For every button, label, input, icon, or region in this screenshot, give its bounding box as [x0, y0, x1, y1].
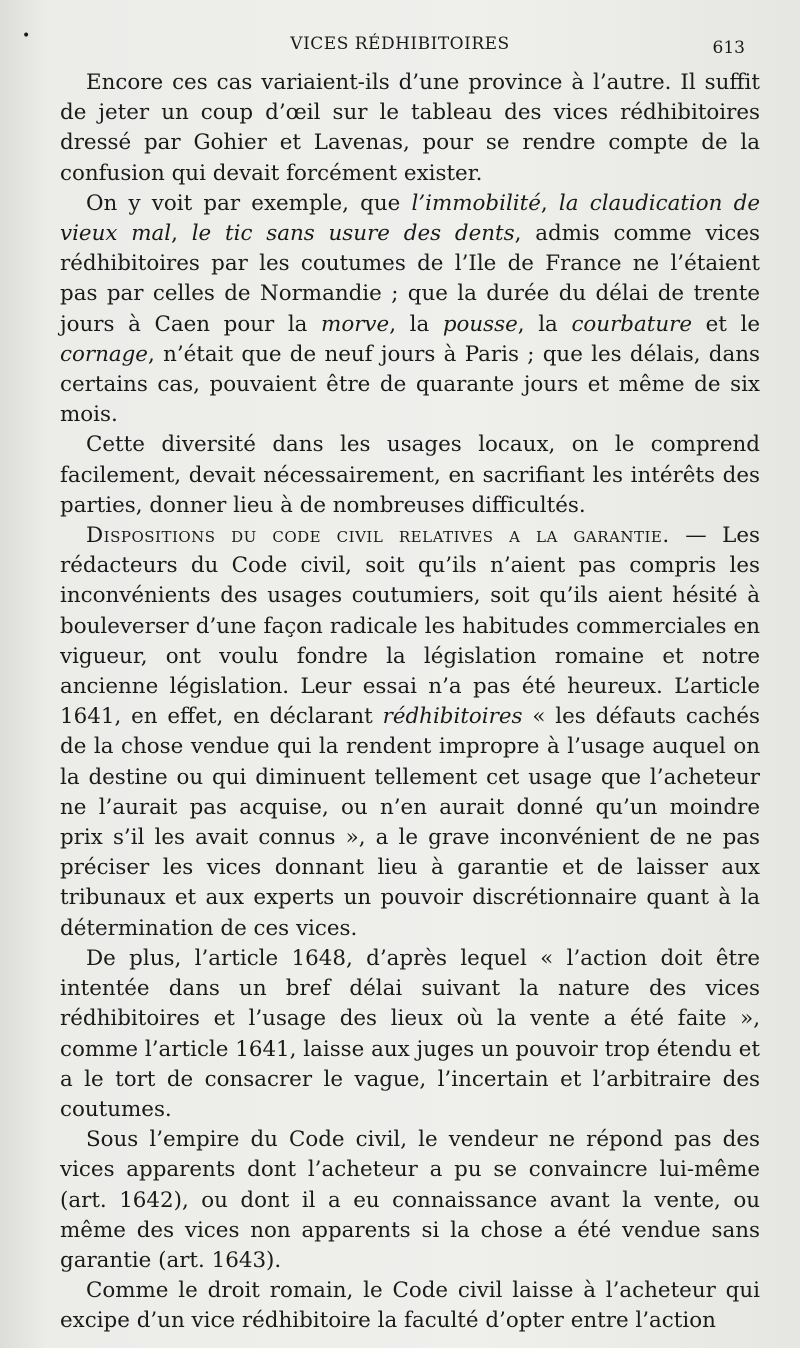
running-head: VICES RÉDHIBITOIRES: [290, 34, 510, 54]
italic-term: la claudication de vieux mal: [60, 190, 760, 247]
paragraph-5: De plus, l’article 1648, d’après lequel « l’action doit être intentée dans un bref délai suivant la nature des vices rédhibitoires et l’usage des lieux où la vente a été faite », comme l’article 1641, laisse aux juges un pouvoir trop étendu et a le tort de consacrer le vague, l’incertain et l’arbitraire des coutumes.: [60, 945, 760, 1122]
text-run: ,: [171, 221, 192, 247]
text-run: et le: [692, 311, 761, 337]
paragraph-4: [60, 521, 760, 944]
page-number: 613: [712, 38, 745, 58]
paragraph-2: [60, 189, 760, 431]
paragraph-3: Cette diversité dans les usages locaux, on le comprend facilement, devait nécessairement, en sacrifiant les intérêts des parties, donner lieu à de nombreuses difficultés.: [60, 432, 760, 518]
text-run: , la: [517, 311, 572, 337]
paragraph-1: Encore ces cas variaient-ils d’une province à l’autre. Il suffit de jeter un coup d’œil sur le tableau des vices rédhibitoires dressé par Gohier et Lavenas, pour se rendre compte de la confusion qui devait forcément exister.: [60, 70, 760, 186]
italic-term: l’immobilité: [411, 190, 541, 216]
italic-term: cornage: [60, 341, 148, 367]
page-header: [0, 34, 800, 60]
section-heading: Dispositions du code civil relatives a la garantie. —: [86, 523, 708, 549]
paragraph-7: Comme le droit romain, le Code civil laisse à l’acheteur qui excipe d’un vice rédhibitoire la faculté d’opter entre l’action: [60, 1278, 760, 1334]
text-run: , la: [389, 311, 443, 337]
body-text: [60, 68, 760, 1337]
paragraph-6: Sous l’empire du Code civil, le vendeur ne répond pas des vices apparents dont l’acheteur a pu se convaincre lui-même (art. 1642), ou dont il a eu connaissance avant la vente, ou même des vices non apparents si la chose a été vendue sans garantie (art. 1643).: [60, 1127, 760, 1273]
text-run: On y voit par exemple, que: [86, 190, 412, 216]
italic-term: le tic sans usure des dents: [191, 221, 515, 247]
italic-term: rédhibitoires: [382, 704, 523, 730]
margin-mark: •: [22, 28, 31, 44]
text-run: , n’était que de neuf jours à Paris ; que les délais, dans certains cas, pouvaient être de quarante jours et même de six mois.: [60, 341, 760, 428]
italic-term: pousse: [442, 311, 518, 337]
text-run: Les rédacteurs du Code civil, soit qu’ils n’aient pas compris les inconvénients des usages coutumiers, soit qu’ils aient hésité à bouleverser d’une façon radicale les habitudes commerciales en vigueur, ont voulu fondre la législation romaine et notre ancienne législation. Leur essai n’a pas été heureux. L’article 1641, en effet, en déclarant: [60, 523, 760, 730]
text-run: « les défauts cachés de la chose vendue qui la rendent impropre à l’usage auquel on la destine ou qui diminuent tellement cet usage que l’acheteur ne l’aurait pas acquise, ou n’en aurait donné qu’un moindre prix s’il les avait connus », a le grave inconvénient de ne pas préciser les vices donnant lieu à garantie et de laisser aux tribunaux et aux experts un pouvoir discrétionnaire quant à la détermination de ces vices.: [60, 704, 760, 941]
italic-term: morve: [321, 311, 390, 337]
text-run: , admis comme vices rédhibitoires par les coutumes de l’Ile de France ne l’étaient pas par celles de Normandie ; que la durée du délai de trente jours à Caen pour la: [60, 221, 760, 337]
text-run: ,: [540, 190, 559, 216]
italic-term: courbature: [571, 311, 693, 337]
